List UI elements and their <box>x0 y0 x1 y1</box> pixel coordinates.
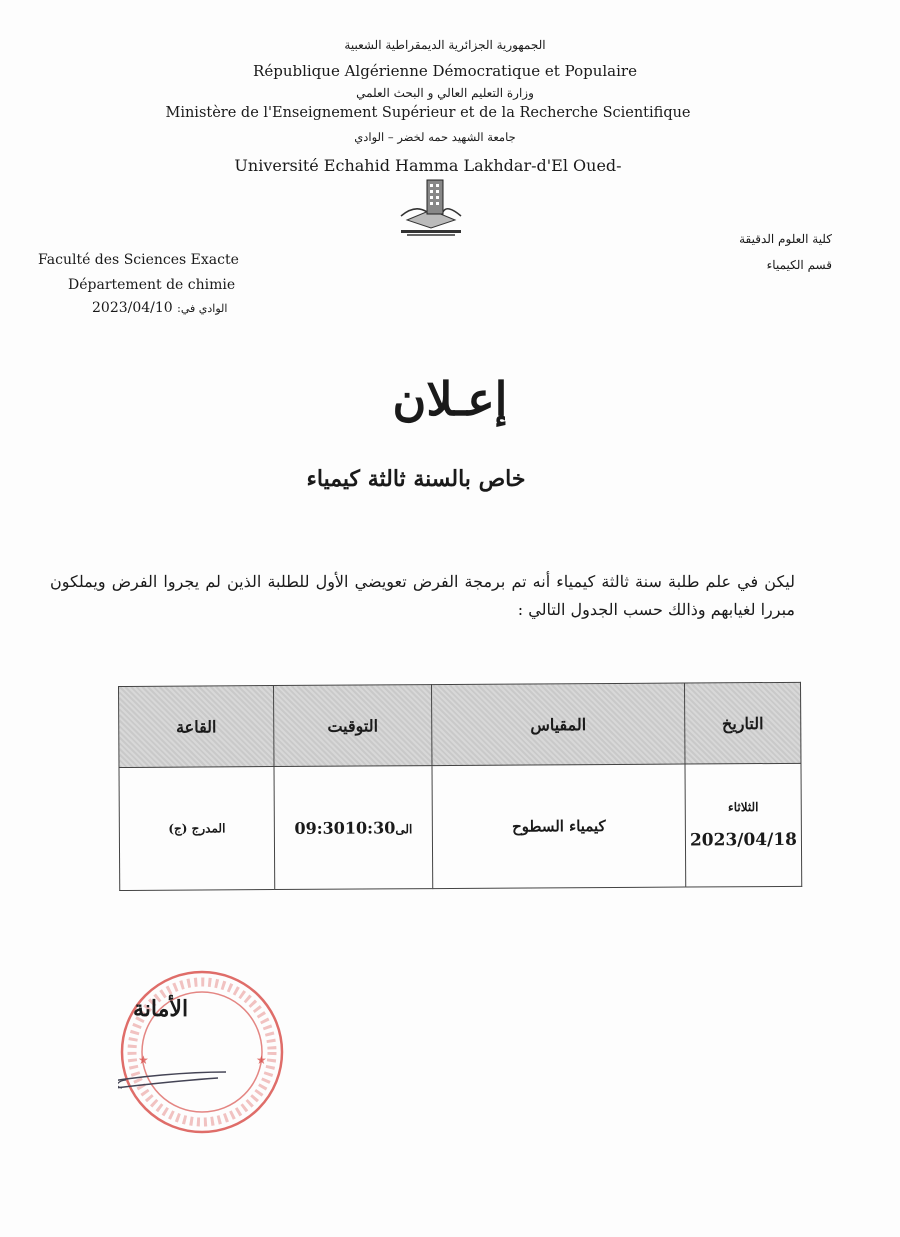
department-ar: قسم الكيمياء <box>766 258 832 272</box>
ministry-fr: Ministère de l'Enseignement Supérieur et de la Recherche Scientifique <box>165 105 691 121</box>
exam-time <box>294 818 412 838</box>
table-header-row <box>119 682 801 767</box>
svg-text:★: ★ <box>138 1053 149 1067</box>
exam-date: 2023/04/18 <box>689 829 798 851</box>
header-module: المقياس <box>431 683 684 766</box>
official-stamp-icon <box>118 968 286 1136</box>
svg-text:★: ★ <box>256 1053 267 1067</box>
schedule-table <box>118 682 802 891</box>
university-ar: جامعة الشهيد حمه لخضر – الوادي <box>354 130 516 144</box>
cell-time <box>274 766 433 890</box>
signature-label: الأمانة <box>133 996 189 1022</box>
time-separator: الى <box>395 821 413 836</box>
announcement-subtitle: خاص بالسنة ثالثة كيمياء <box>306 466 526 492</box>
republic-fr: République Algérienne Démocratique et Populaire <box>253 62 637 80</box>
university-fr: Université Echahid Hamma Lakhdar-d'El Oued- <box>234 156 622 175</box>
time-start: 09:30 <box>294 818 345 838</box>
cell-date <box>685 763 802 887</box>
issue-date <box>92 300 227 316</box>
schedule-table-wrap <box>118 682 801 908</box>
republic-ar: الجمهورية الجزائرية الديمقراطية الشعبية <box>344 38 546 52</box>
header-room: القاعة <box>119 686 274 768</box>
ministry-ar: وزارة التعليم العالي و البحث العلمي <box>356 86 534 100</box>
issue-date-label: الوادي في: <box>177 302 228 315</box>
cell-room: المدرج (ج) <box>119 767 275 891</box>
department-fr: Département de chimie <box>68 277 236 293</box>
faculty-ar: كلية العلوم الدقيقة <box>739 232 832 246</box>
announcement-body: ليكن في علم طلبة سنة ثالثة كيمياء أنه تم برمجة الفرض تعويضي الأول للطلبة الذين لم يجروا الفرض ويملكون مبررا لغيابهم وذالك حسب الجدول التالي : <box>50 572 795 619</box>
faculty-fr: Faculté des Sciences Exacte <box>38 252 239 268</box>
time-end: 10:30 <box>344 817 396 838</box>
header-time: التوقيت <box>274 685 432 767</box>
table-row <box>119 763 802 890</box>
exam-day: الثلاثاء <box>727 800 759 815</box>
issue-date-value: 2023/04/10 <box>92 300 173 316</box>
cell-module: كيمياء السطوح <box>432 764 686 889</box>
university-logo-icon <box>397 176 465 238</box>
announcement-title: إعـلان <box>392 372 508 426</box>
header-date: التاريخ <box>684 682 800 764</box>
